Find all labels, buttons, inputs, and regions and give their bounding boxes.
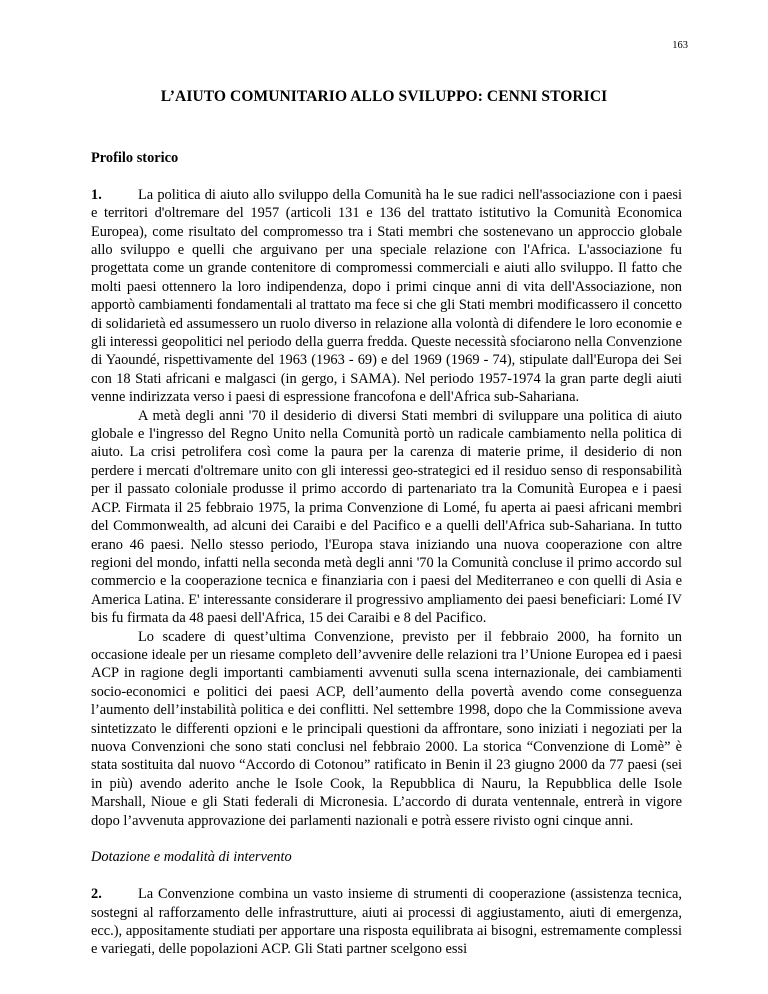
page-number: 163 [672, 40, 688, 51]
paragraph-number: 1. [91, 186, 102, 203]
paragraph-1-third: Lo scadere di quest’ultima Convenzione, previsto per il febbraio 2000, ha fornito un occasione ideale per un riesame completo dell’avvenire delle relazioni tra l’Unione Europea ed i paesi ACP in ragione degli importanti cambiamenti avvenuti sulla scena internazionale, dei cambiamenti socio-economici e politici dei paesi ACP, dell’aumento della povertà avendo come conseguenza l’aumento dell’instabilità politica e dei conflitti. Nel settembre 1998, dopo che la Commissione aveva sintetizzato le differenti opzioni e le principali questioni da affrontare, sono iniziati i negoziati per la nuova Convenzioni che sono stati conclusi nel febbraio 2000. La storica “Convenzione di Lomè” è stata sostituita dal nuovo “Accordo di Cotonou” ratificato in Benin il 23 giugno 2000 da 77 paesi (sei in più) avendo aderito anche le Isole Cook, la Repubblica di Nauru, la Repubblica delle Isole Marshall, Nioue e gli Stati federali di Micronesia. L’accordo di durata ventennale, entrerà in vigore dopo l’avvenuta approvazione dei parlamenti nazionali e potrà essere rivisto ogni cinque anni. [91, 628, 682, 829]
paragraph-1-second: A metà degli anni '70 il desiderio di diversi Stati membri di sviluppare una politica di aiuto globale e l'ingresso del Regno Unito nella Comunità portò un radicale cambiamento nella politica di aiuto. La crisi petrolifera così come la paura per la carenza di materie prime, il desiderio di non perdere i mercati d'oltremare unito con gli interessi geo-strategici ed il residuo senso di responsabilità per il passato coloniale produsse il primo accordo di partenariato tra la Comunità Europea e i paesi ACP. Firmata il 25 febbraio 1975, la prima Convenzione di Lomé, fu aperta ai paesi africani membri del Commonwealth, ad alcuni dei Caraibi e del Pacifico e a quelli dell'Africa sub-Sahariana. In tutto erano 46 paesi. Nello stesso periodo, l'Europa stava iniziando una nuova cooperazione con altre regioni del mondo, infatti nella seconda metà degli anni '70 la Comunità concluse il primo accordo sul commercio e la cooperazione tecnica e finanziaria con i paesi del Mediterraneo e con quelli di Asia e America Latina. E' interessante considerare il progressivo ampliamento dei paesi beneficiari: Lomé IV bis fu firmata da 48 paesi dell'Africa, 15 dei Caraibi e 8 del Pacifico. [91, 407, 682, 627]
document-title: L’AIUTO COMUNITARIO ALLO SVILUPPO: CENNI STORICI [160, 88, 608, 105]
paragraph-number: 2. [91, 886, 102, 903]
paragraph-1-first [91, 186, 682, 407]
spacer [91, 830, 682, 848]
paragraph-2-first [91, 885, 682, 959]
section-heading-profilo-storico: Profilo storico [91, 150, 179, 166]
paragraph-text: La Convenzione combina un vasto insieme di strumenti di cooperazione (assistenza tecnica, sostegni al rafforzamento delle infrastrutture, aiuti ai processi di aggiustamento, aiuti di emergenza, ecc.), appositamente studiati per apportare una risposta equilibrata ai bisogni, estremamente complessi e variegati, delle popolazioni ACP. Gli Stati partner scelgono essi [91, 886, 682, 958]
document-body [91, 149, 682, 959]
section-heading-dotazione: Dotazione e modalità di intervento [91, 849, 292, 866]
paragraph-text: La politica di aiuto allo sviluppo della Comunità ha le sue radici nell'associazione con i paesi e territori d'oltremare del 1957 (articoli 131 e 136 del trattato istitutivo la Comunità Economica Europea), come risultato del compromesso tra i Stati membri che sostenevano un approccio globale allo sviluppo e quelli che arguivano per una speciale relazione con l'Africa. L'associazione fu progettata come un grande contenitore di compromessi commerciali e aiuti allo sviluppo. Il fatto che molti paesi ottennero la loro indipendenza, dopo i primi cinque anni di vita dell'Associazione, non apportò cambiamenti fondamentali al trattato ma fece si che gli Stati membri modificassero il concetto di solidarietà ed assumessero un ruolo diverso in relazione alla volontà di difendere le loro economie e gli interessi geopolitici nel periodo della guerra fredda. Queste necessità sfociarono nella Convenzione di Yaoundé, rispettivamente del 1963 (1963 - 69) e del 1969 (1969 - 74), stipulate dall'Europa dei Sei con 18 Stati africani e malgasci (in gergo, i SAMA). Nel periodo 1957-1974 la gran parte degli aiuti venne indirizzata verso i paesi di espressione francofona e dell'Africa sub-Sahariana. [91, 186, 683, 406]
